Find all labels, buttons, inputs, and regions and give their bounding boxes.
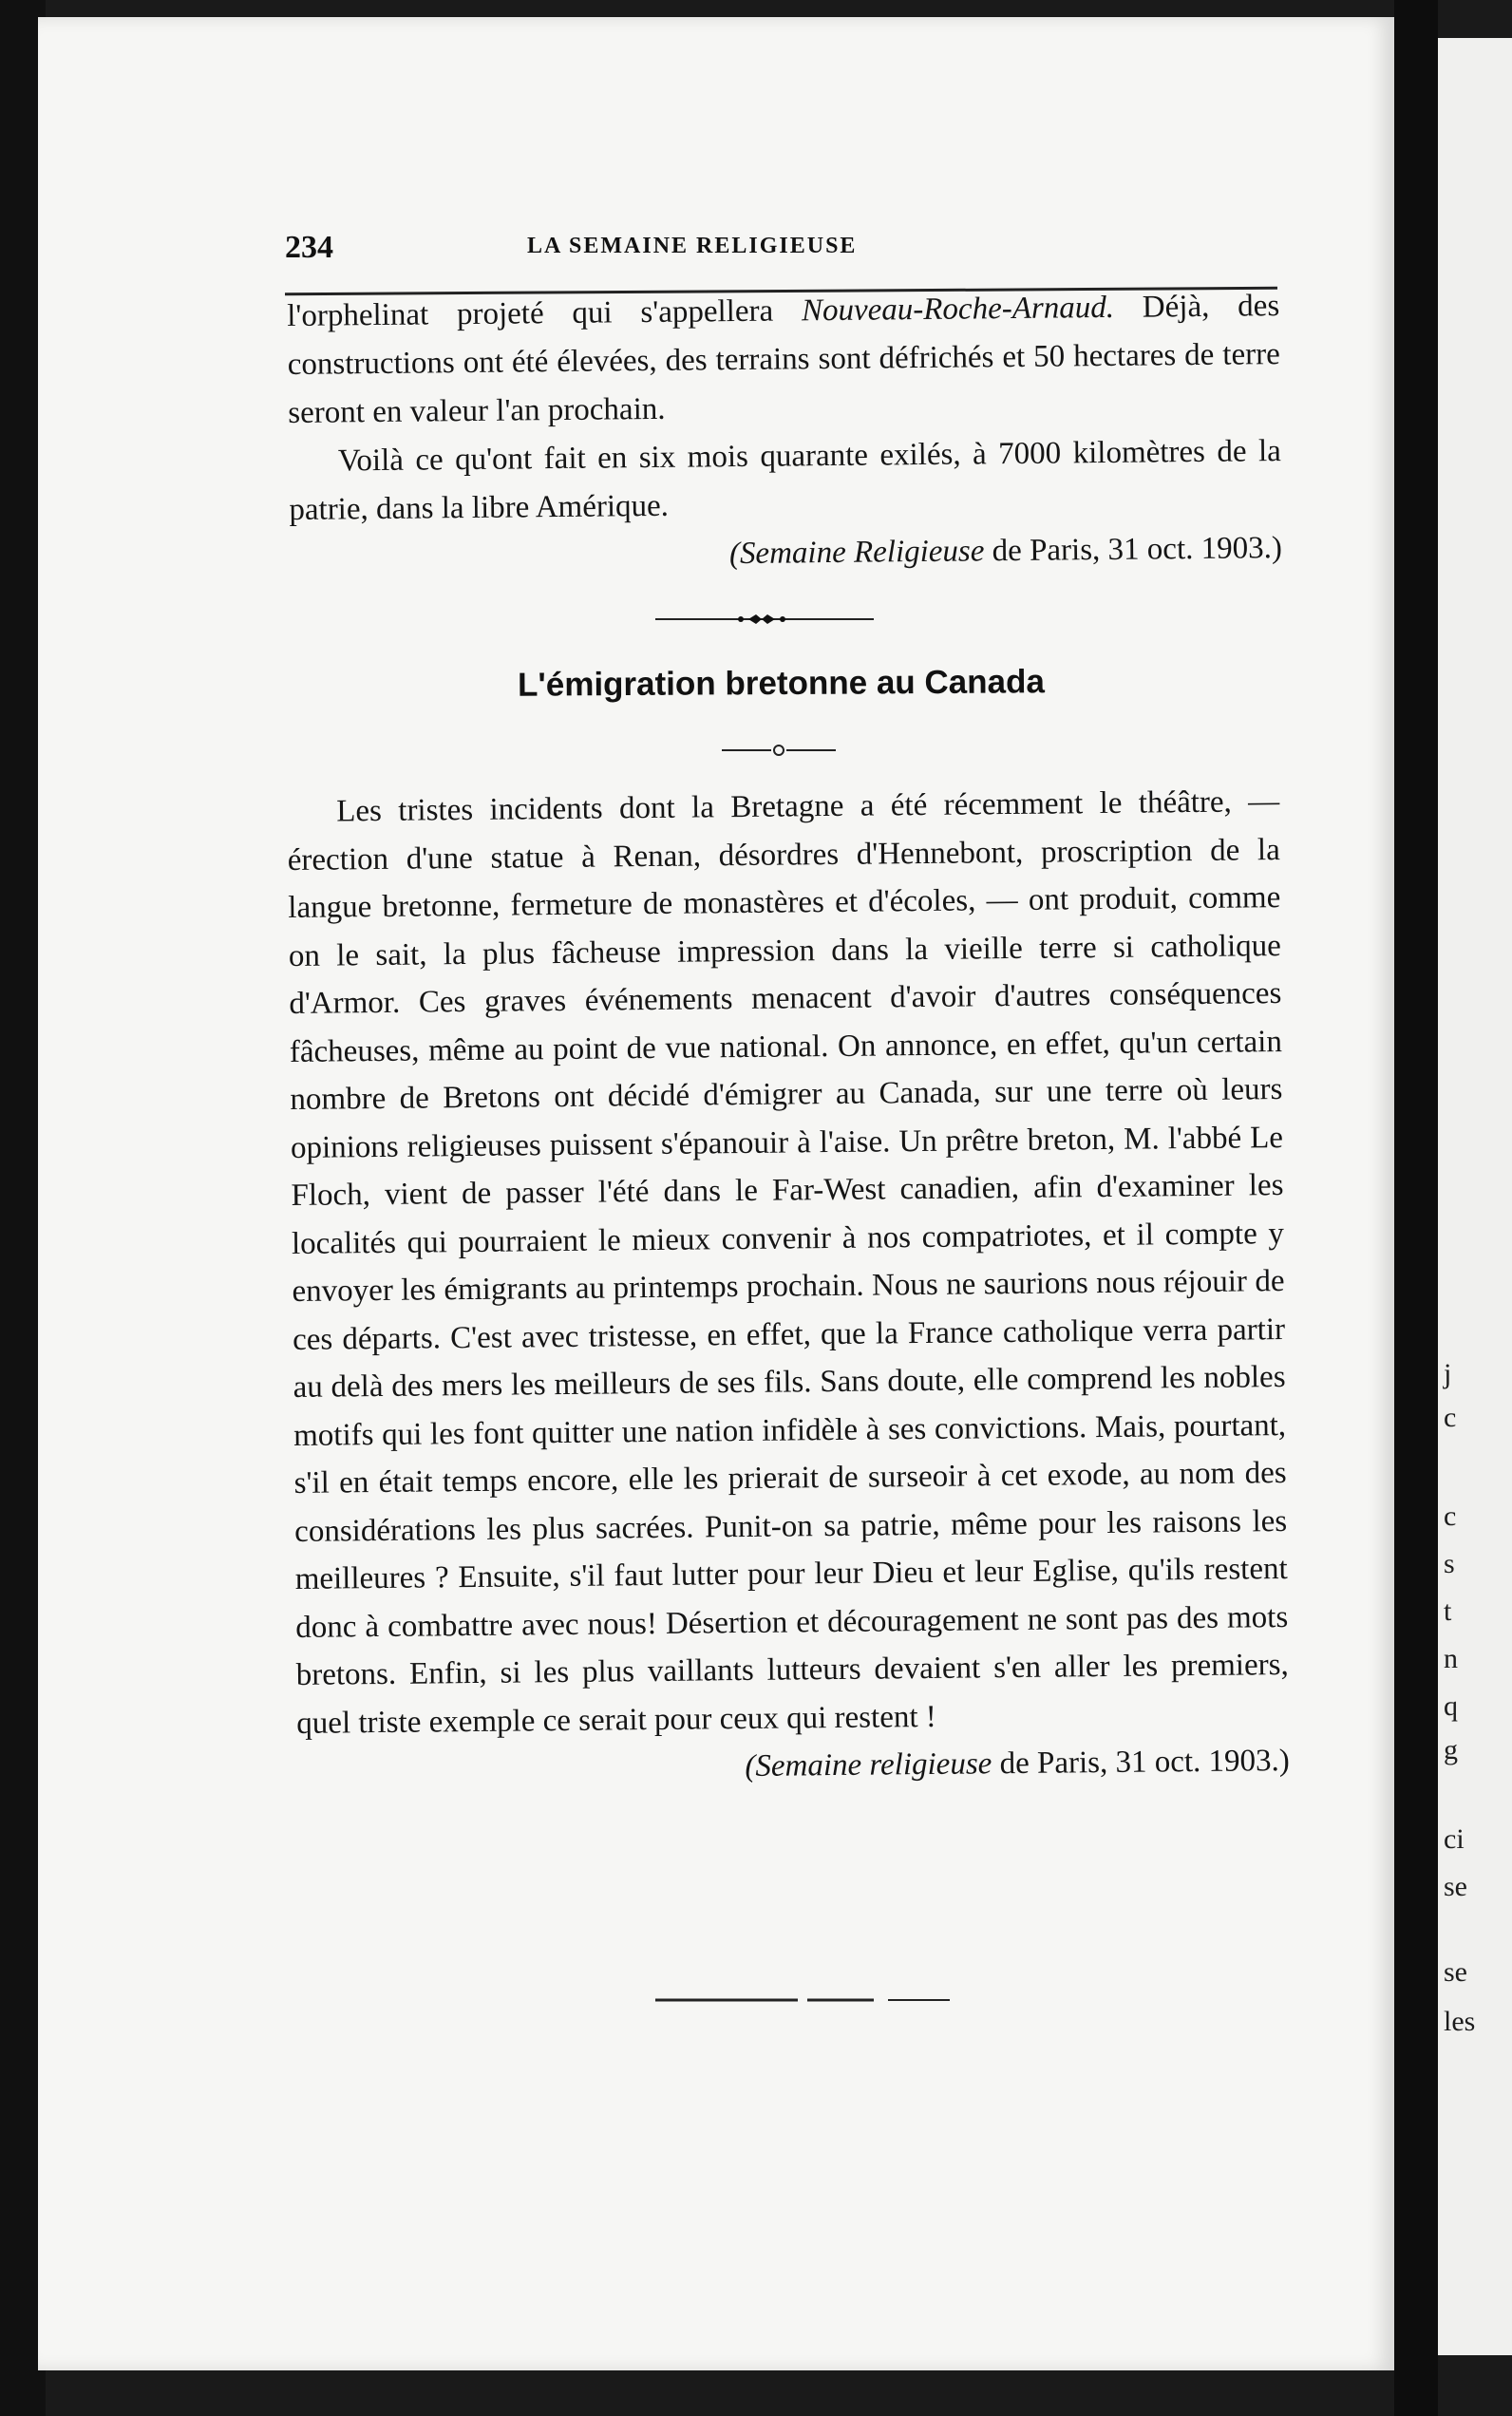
text-run: Déjà, des constructions ont été élevées, des terrains sont défrichés et 50 hectares de terre seront en valeur l'an prochain. [287, 289, 1280, 430]
page-number: 234 [285, 230, 333, 265]
running-title: LA SEMAINE RELIGIEUSE [527, 234, 858, 258]
facing-text-fragment: j [1444, 1358, 1452, 1389]
article-title: L'émigration bretonne au Canada [517, 663, 1046, 704]
facing-page [1438, 38, 1512, 2355]
facing-text-fragment: q [1444, 1690, 1458, 1722]
end-rule [655, 1992, 950, 2008]
facing-text-fragment: les [1444, 2006, 1476, 2037]
italic-name: Nouveau-Roche-Arnaud. [801, 290, 1115, 329]
page-header [285, 230, 1277, 283]
facing-text-fragment: se [1444, 1956, 1467, 1988]
text-run: l'orphelinat projeté qui s'appellera [287, 293, 803, 333]
source-date: de Paris, 31 oct. 1903.) [992, 1744, 1290, 1782]
section-divider-ornament [655, 610, 874, 629]
source-journal: (Semaine religieuse [745, 1746, 992, 1784]
facing-text-fragment: se [1444, 1871, 1467, 1902]
facing-text-fragment: t [1444, 1595, 1452, 1627]
facing-text-fragment: g [1444, 1734, 1458, 1765]
title-divider-ornament [722, 741, 836, 760]
page-gutter [1394, 0, 1438, 2416]
article-body [287, 778, 1290, 1795]
facing-text-fragment: c [1444, 1402, 1457, 1433]
facing-text-fragment: ci [1444, 1823, 1465, 1855]
article-paragraph: Les tristes incidents dont la Bretagne a été récemment le théâtre, — érection d'une statue à Renan, désordres d'Hennebont, proscription de la langue bretonne, fermeture de monastères et d'écoles, — ont produit, comme on le sait, la plus fâcheuse impression dans la vieille terre si catholique d'Armor. Ces graves événements menacent d'avoir d'autres conséquences fâcheuses, même au point de vue national. On annonce, en effet, qu'un certain nombre de Bretons ont décidé d'émigrer au Canada, sur une terre où leurs opinions religieuses puissent s'épanouir à l'aise. Un prêtre breton, M. l'abbé Le Floch, vient de passer l'été dans le Far-West canadien, afin d'examiner les localités qui pourraient le mieux convenir à nos compatriotes, et il compte y envoyer les émigrants au printemps prochain. Nous ne saurions nous réjouir de ces départs. C'est avec tristesse, en effet, que la France catholique verra partir au delà des mers les meilleurs de ses fils. Sans doute, elle comprend les nobles motifs qui les font quitter une nation infidèle à ses convictions. Mais, pourtant, s'il en était temps encore, elle les prierait de surseoir à cet exode, au nom des considérations les plus sacrées. Punit-on sa patrie, même pour les raisons les meilleures ? Ensuite, s'il faut lutter pour leur Dieu et leur Eglise, qu'ils restent donc à combattre avec nous! Désertion et découragement ne sont pas des mots bretons. Enfin, si les plus vaillants lutteurs devaient s'en aller les premiers, quel triste exemple ce serait pour ceux qui restent ! [287, 784, 1289, 1741]
facing-text-fragment: c [1444, 1501, 1457, 1532]
facing-text-fragment: n [1444, 1643, 1458, 1674]
paragraph-orphelinat [287, 282, 1281, 438]
paragraph-exiles: Voilà ce qu'ont fait en six mois quarante exilés, à 7000 kilomètres de la patrie, dans la libre Amérique. [289, 434, 1281, 527]
source-date: de Paris, 31 oct. 1903.) [984, 531, 1283, 569]
source-journal: (Semaine Religieuse [728, 534, 985, 572]
facing-text-fragment: s [1444, 1548, 1455, 1579]
continued-text [287, 282, 1282, 583]
